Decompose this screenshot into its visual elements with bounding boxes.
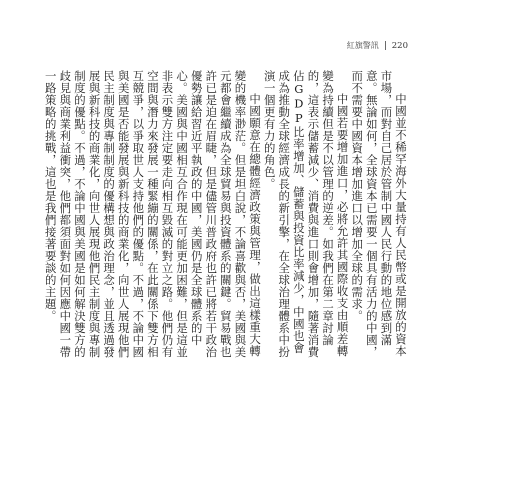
body-text [37,70,408,365]
paragraph-1: 中國並不稀罕海外大量持有人民幣或是開放的資本市場，而對自己居於管制中國人民行動的地位感到滿意。無論如何，全球資本已需要一個具有活力的中國，而不需要中國資本增加進口以增加全球的需求。 [350,70,408,358]
running-header [347,40,408,51]
header-divider [385,41,386,50]
paragraph-2: 中國若要增加進口，必將允許其國際收支由順差轉變為持續但是不以管理的逆差。如我們在第二章討論的，這表示儲蓄減少、消費與進口則會增加，隨著消費佔GDP比率增加、儲蓄與投資比率減少，中國也會成為推動全球經濟成長的新引擎，在全球治理體系中扮演一個更有力的角色。 [262,70,350,358]
paragraph-3: 中國願意在總體經濟政策與管理，做出這樣重大轉變的機率渺茫。但是坦白說，不論喜歡與否，美國與美元都會繼續成為全球貿易與投資體系的關鍵。貿易戰也許已是迫在眉睫，但是儘管川普政府也許已將若干政治優勢讓給習近平執政的中國，美國仍是全球體系的中心。美國與中國相互合作現在可能更加困難，但是這並非表示雙方注定要走向相互毀滅的對立之路。他們仍有空間與潛力來發展一種緊繃的關係，在此關係下雙方相互競爭，以爭取世人支持他們的優點。不過，不論中國與美國是否能發展與新科技的商業化，向世人展現他們民主制度與專制制度的優構想與政治理念，並且透過發展與新科技的商業化，向世人展現他們民主制度與專制制度的優點。不過，不論中國與美國是如何解決雙方的歧見與商業利益衝突，他們都須面對如何因應中國一帶一路策略的挑戰，這也是我們接著要談的主題。 [43,70,263,358]
page-number: 220 [391,40,408,51]
book-title: 紅旗警訊 [346,41,379,50]
